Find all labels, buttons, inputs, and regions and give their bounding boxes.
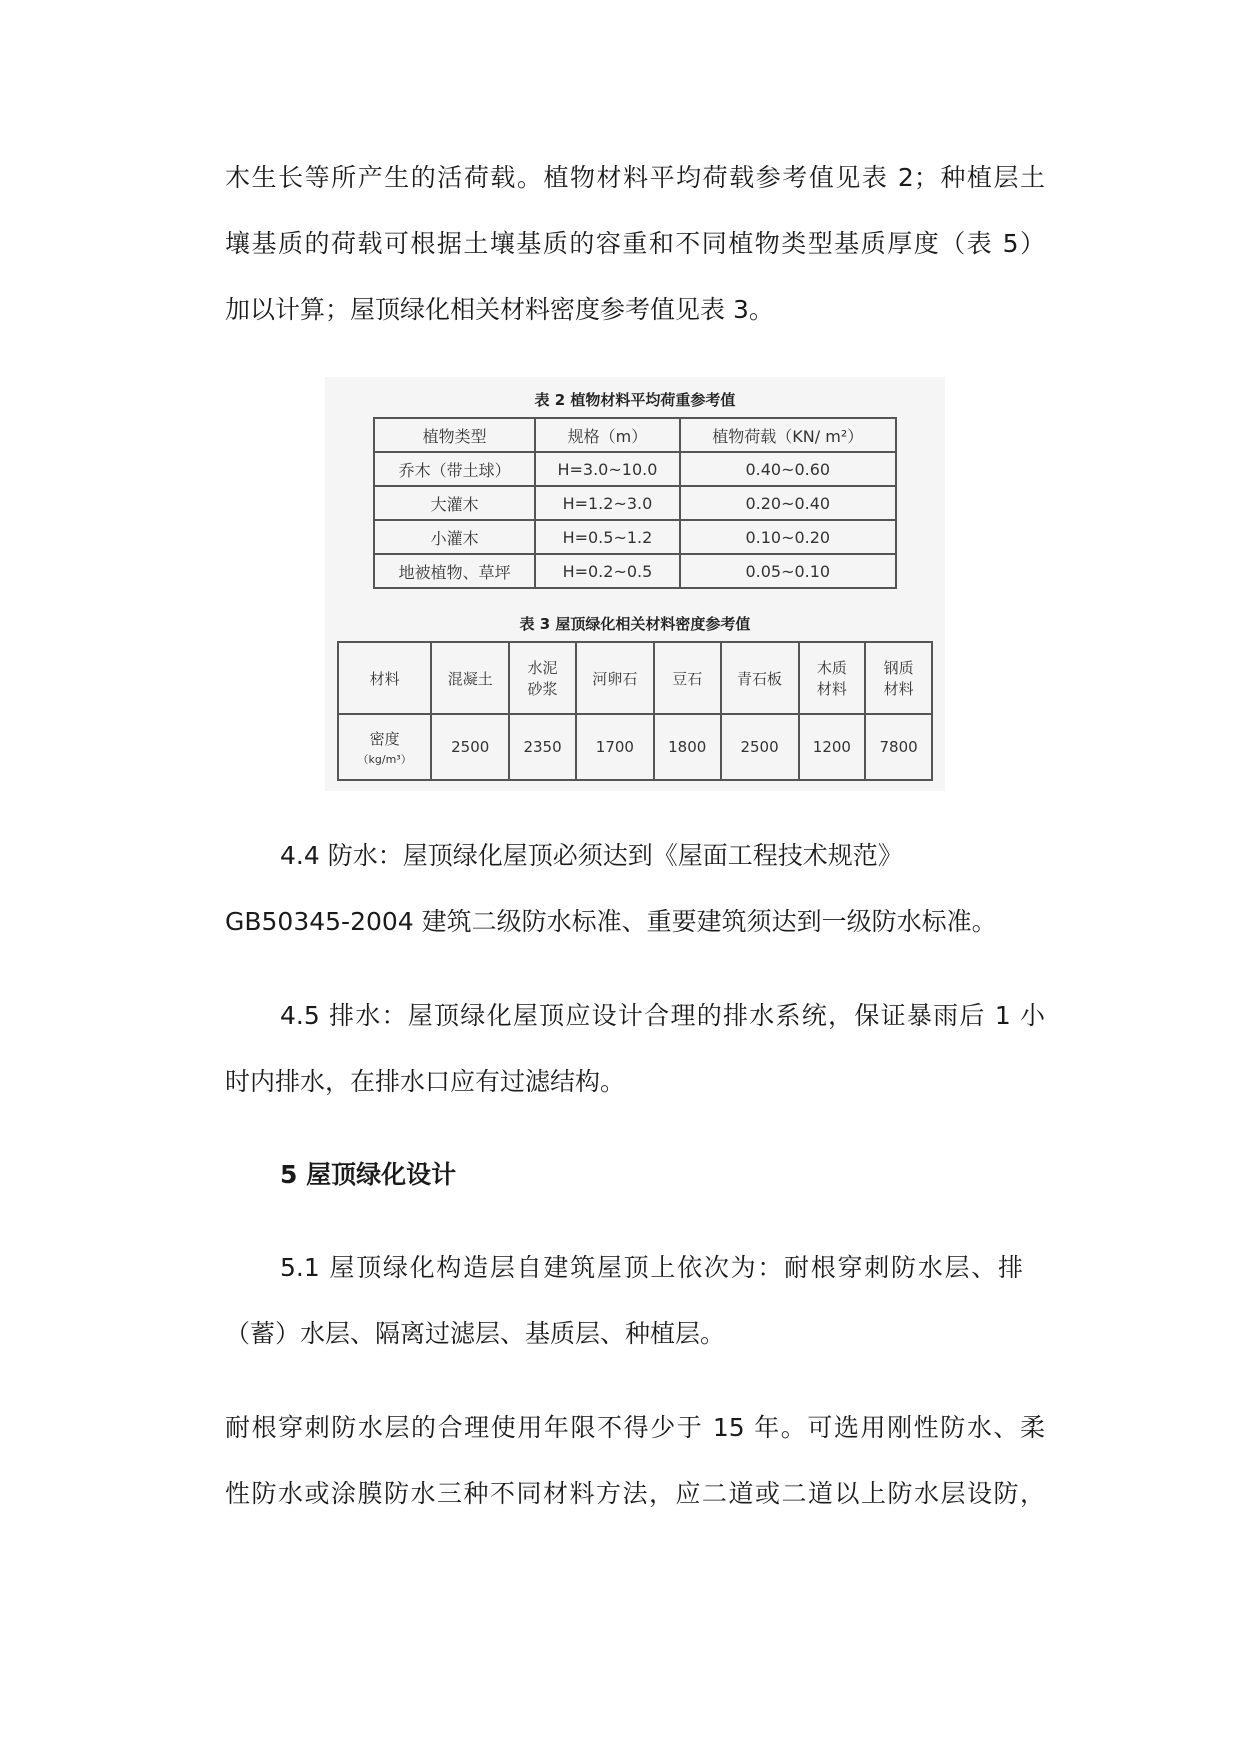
paragraph-line: 木生长等所产生的活荷载。植物材料平均荷载参考值见表 2；种植层土: [225, 163, 1045, 192]
table-cell: H=0.2~0.5: [535, 554, 679, 588]
paragraph-line: 加以计算；屋顶绿化相关材料密度参考值见表 3。: [225, 295, 774, 324]
paragraph-line: 耐根穿刺防水层的合理使用年限不得少于 15 年。可选用刚性防水、柔: [225, 1413, 1045, 1442]
paragraph-line: 时内排水，在排水口应有过滤结构。: [225, 1067, 626, 1096]
table-cell: H=1.2~3.0: [535, 486, 679, 520]
table-row: [374, 452, 896, 486]
paragraph-line: （蓄）水层、隔离过滤层、基质层、种植层。: [225, 1319, 726, 1348]
table2-caption: 表 2 植物材料平均荷重参考值: [534, 391, 736, 409]
tables-figure: [325, 377, 945, 791]
table-cell: H=0.5~1.2: [535, 520, 679, 554]
paragraph-line: 4.4 防水：屋顶绿化屋顶必须达到《屋面工程技术规范》: [280, 841, 903, 870]
table-header-row: [374, 418, 896, 452]
table-cell: 1800: [654, 714, 721, 780]
paragraph-line: 4.5 排水：屋顶绿化屋顶应设计合理的排水系统，保证暴雨后 1 小: [280, 1001, 1045, 1030]
table-row: [374, 520, 896, 554]
table-cell: 大灌木: [374, 486, 535, 520]
table-cell: 0.10~0.20: [680, 520, 896, 554]
table2: [373, 417, 897, 589]
table-header-cell: 钢质 材料: [865, 642, 932, 714]
table3-caption: 表 3 屋顶绿化相关材料密度参考值: [519, 615, 751, 633]
table-cell: 0.05~0.10: [680, 554, 896, 588]
table-header-row: [338, 642, 932, 714]
table-cell: 1200: [799, 714, 866, 780]
table-cell: 1700: [576, 714, 654, 780]
table-row: [374, 486, 896, 520]
table-cell: 2350: [509, 714, 576, 780]
table-cell: 7800: [865, 714, 932, 780]
table-header-cell: 材料: [338, 642, 431, 714]
table-header-cell: 河卵石: [576, 642, 654, 714]
table-header-cell: 规格（m）: [535, 418, 679, 452]
table-cell: 2500: [431, 714, 509, 780]
table-cell: 小灌木: [374, 520, 535, 554]
table-cell: 密度 （kg/m³）: [338, 714, 431, 780]
table-header-cell: 青石板: [721, 642, 799, 714]
table-header-cell: 豆石: [654, 642, 721, 714]
table-header-cell: 植物荷载（KN/ m²）: [680, 418, 896, 452]
section-heading: 5 屋顶绿化设计: [280, 1160, 457, 1189]
table-header-cell: 水泥 砂浆: [509, 642, 576, 714]
table-cell: 乔木（带土球）: [374, 452, 535, 486]
table-header-cell: 木质 材料: [799, 642, 866, 714]
paragraph-line: 性防水或涂膜防水三种不同材料方法，应二道或二道以上防水层设防，: [225, 1479, 1045, 1508]
table-header-cell: 植物类型: [374, 418, 535, 452]
table-cell: 地被植物、草坪: [374, 554, 535, 588]
table-cell: 0.40~0.60: [680, 452, 896, 486]
table-header-cell: 混凝土: [431, 642, 509, 714]
table-row: [374, 554, 896, 588]
table-cell: H=3.0~10.0: [535, 452, 679, 486]
table-cell: 2500: [721, 714, 799, 780]
paragraph-line: 壤基质的荷载可根据土壤基质的容重和不同植物类型基质厚度（表 5）: [225, 229, 1045, 258]
table-cell: 0.20~0.40: [680, 486, 896, 520]
paragraph-line: GB50345-2004 建筑二级防水标准、重要建筑须达到一级防水标准。: [225, 907, 997, 936]
table3: [337, 641, 933, 781]
table-row: [338, 714, 932, 780]
paragraph-line: 5.1 屋顶绿化构造层自建筑屋顶上依次为：耐根穿刺防水层、排: [280, 1253, 1023, 1282]
